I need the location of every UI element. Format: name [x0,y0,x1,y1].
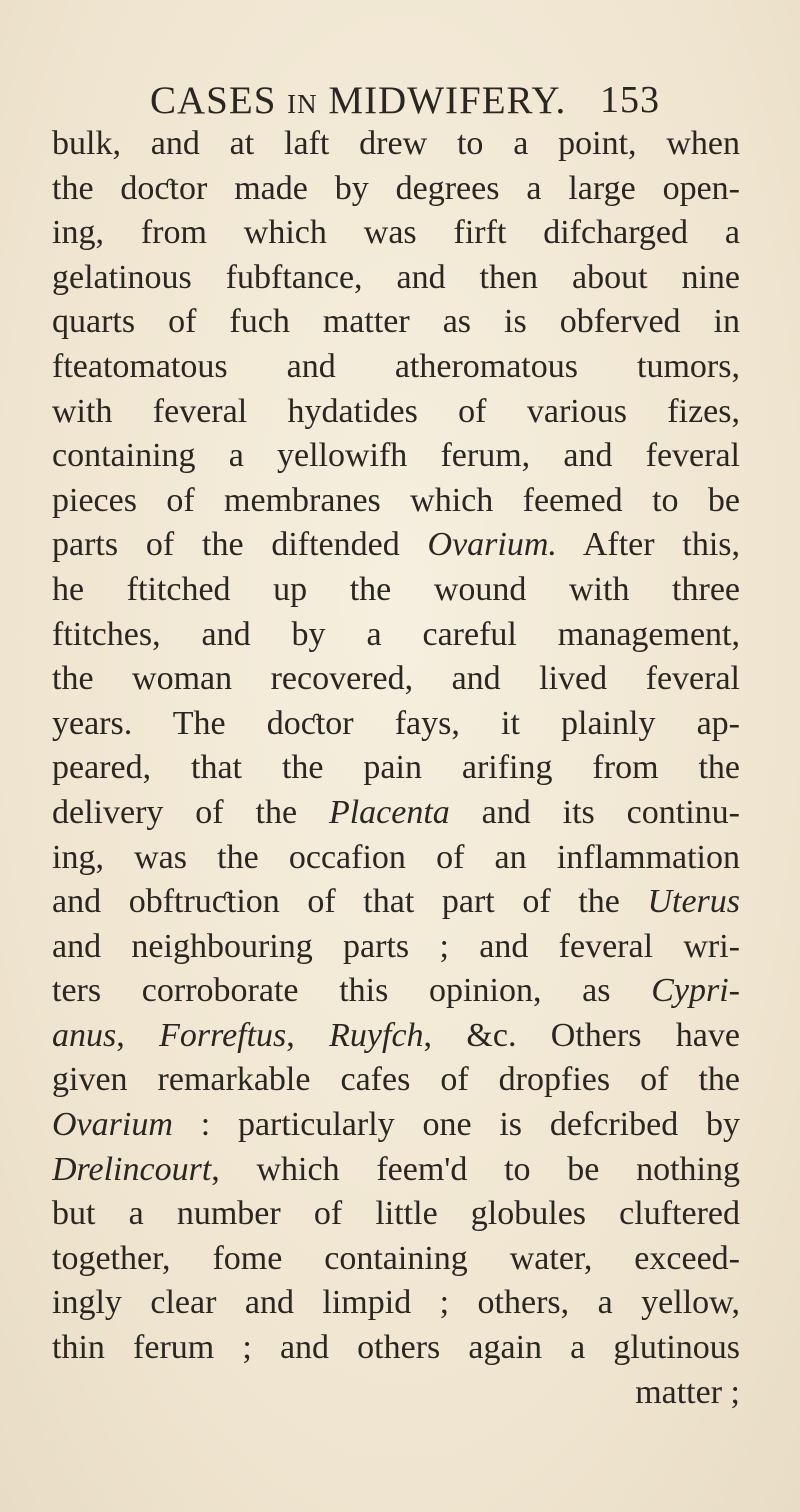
text-line [52,1103,740,1148]
text-line [52,479,740,524]
italic-text: Forreftus [159,1016,287,1054]
text-line [52,1014,740,1059]
text-line [52,1148,740,1193]
text-segment: : particularly one is defcribed by [172,1106,740,1144]
text-segment: together, fome containing water, exceed- [52,1239,740,1277]
text-line [52,880,740,925]
text-segment: years. The doƈtor fays, it plainly ap- [52,704,740,742]
text-line [52,702,740,747]
text-line [52,122,740,167]
text-line [52,1058,740,1103]
text-line [52,791,740,836]
text-line [52,211,740,256]
running-head-right: MIDWIFERY. [328,79,567,122]
text-segment: he ftitched up the wound with three [52,570,740,608]
italic-text: Drelincourt [52,1150,212,1188]
text-line [52,836,740,881]
text-segment: peared, that the pain arifing from the [52,749,740,787]
text-line [52,390,740,435]
running-head [150,78,750,128]
text-segment: After this, [556,526,740,564]
text-segment: delivery of the [52,793,329,831]
text-segment: bulk, and at laft drew to a point, when [52,125,740,162]
text-line [52,256,740,301]
text-line [52,1237,740,1282]
text-segment: , [286,1016,330,1054]
italic-text: Cypri- [651,972,740,1010]
italic-text: Placenta [328,793,450,831]
text-line [52,1192,740,1237]
page-number: 153 [600,79,660,121]
text-segment: and neighbouring parts ; and feveral wri- [52,927,740,965]
italic-text: Uterus [647,883,740,921]
text-segment: ing, from which was firft difcharged a [52,214,740,252]
text-line [52,523,740,568]
text-segment: , &c. Others have [423,1016,740,1054]
body-text [52,122,740,1415]
text-segment: the woman recovered, and lived feveral [52,660,740,698]
catchword: matter ; [635,1373,740,1411]
text-segment: parts of the diftended [52,526,428,564]
text-line [52,345,740,390]
running-head-left: CASES [150,79,277,122]
text-segment: given remarkable cafes of dropfies of the [52,1061,740,1099]
text-segment: ingly clear and limpid ; others, a yellow, [52,1284,740,1322]
text-segment: pieces of membranes which feemed to be [52,481,740,519]
text-segment: the doƈtor made by degrees a large open- [52,169,740,207]
italic-text: anus [52,1016,117,1054]
italic-text: Ovarium. [427,526,557,564]
text-line [52,925,740,970]
text-segment: fteatomatous and atheromatous tumors, [52,347,740,385]
running-head-small-caps: IN [287,89,318,119]
text-segment: gelatinous fubftance, and then about nine [52,258,740,296]
text-line [52,300,740,345]
text-segment: thin ferum ; and others again a glutinous [52,1329,740,1367]
text-segment: ftitches, and by a careful management, [52,615,740,653]
text-line [52,657,740,702]
text-segment: containing a yellowifh ferum, and feveral [52,437,740,475]
text-segment: with feveral hydatides of various fizes, [52,392,740,430]
text-line [52,434,740,479]
italic-text: Ovarium [52,1106,173,1144]
text-segment: and its continu- [449,793,740,831]
italic-text: Ruyfch [329,1016,424,1054]
text-segment: and obftruƈtion of that part of the [52,883,648,921]
text-line [52,568,740,613]
text-segment: ters corroborate this opinion, as [52,972,652,1010]
text-line [52,613,740,658]
text-line [52,746,740,791]
text-line [52,969,740,1014]
text-segment: ing, was the occafion of an inflammation [52,838,740,876]
text-line [52,1326,740,1371]
text-line [52,1281,740,1326]
text-segment: quarts of fuch matter as is obferved in [52,303,740,341]
text-segment: , which feem'd to be nothing [211,1150,740,1188]
text-segment: , [116,1016,160,1054]
text-segment: but a number of little globules cluftered [52,1195,740,1233]
text-line [52,167,740,212]
